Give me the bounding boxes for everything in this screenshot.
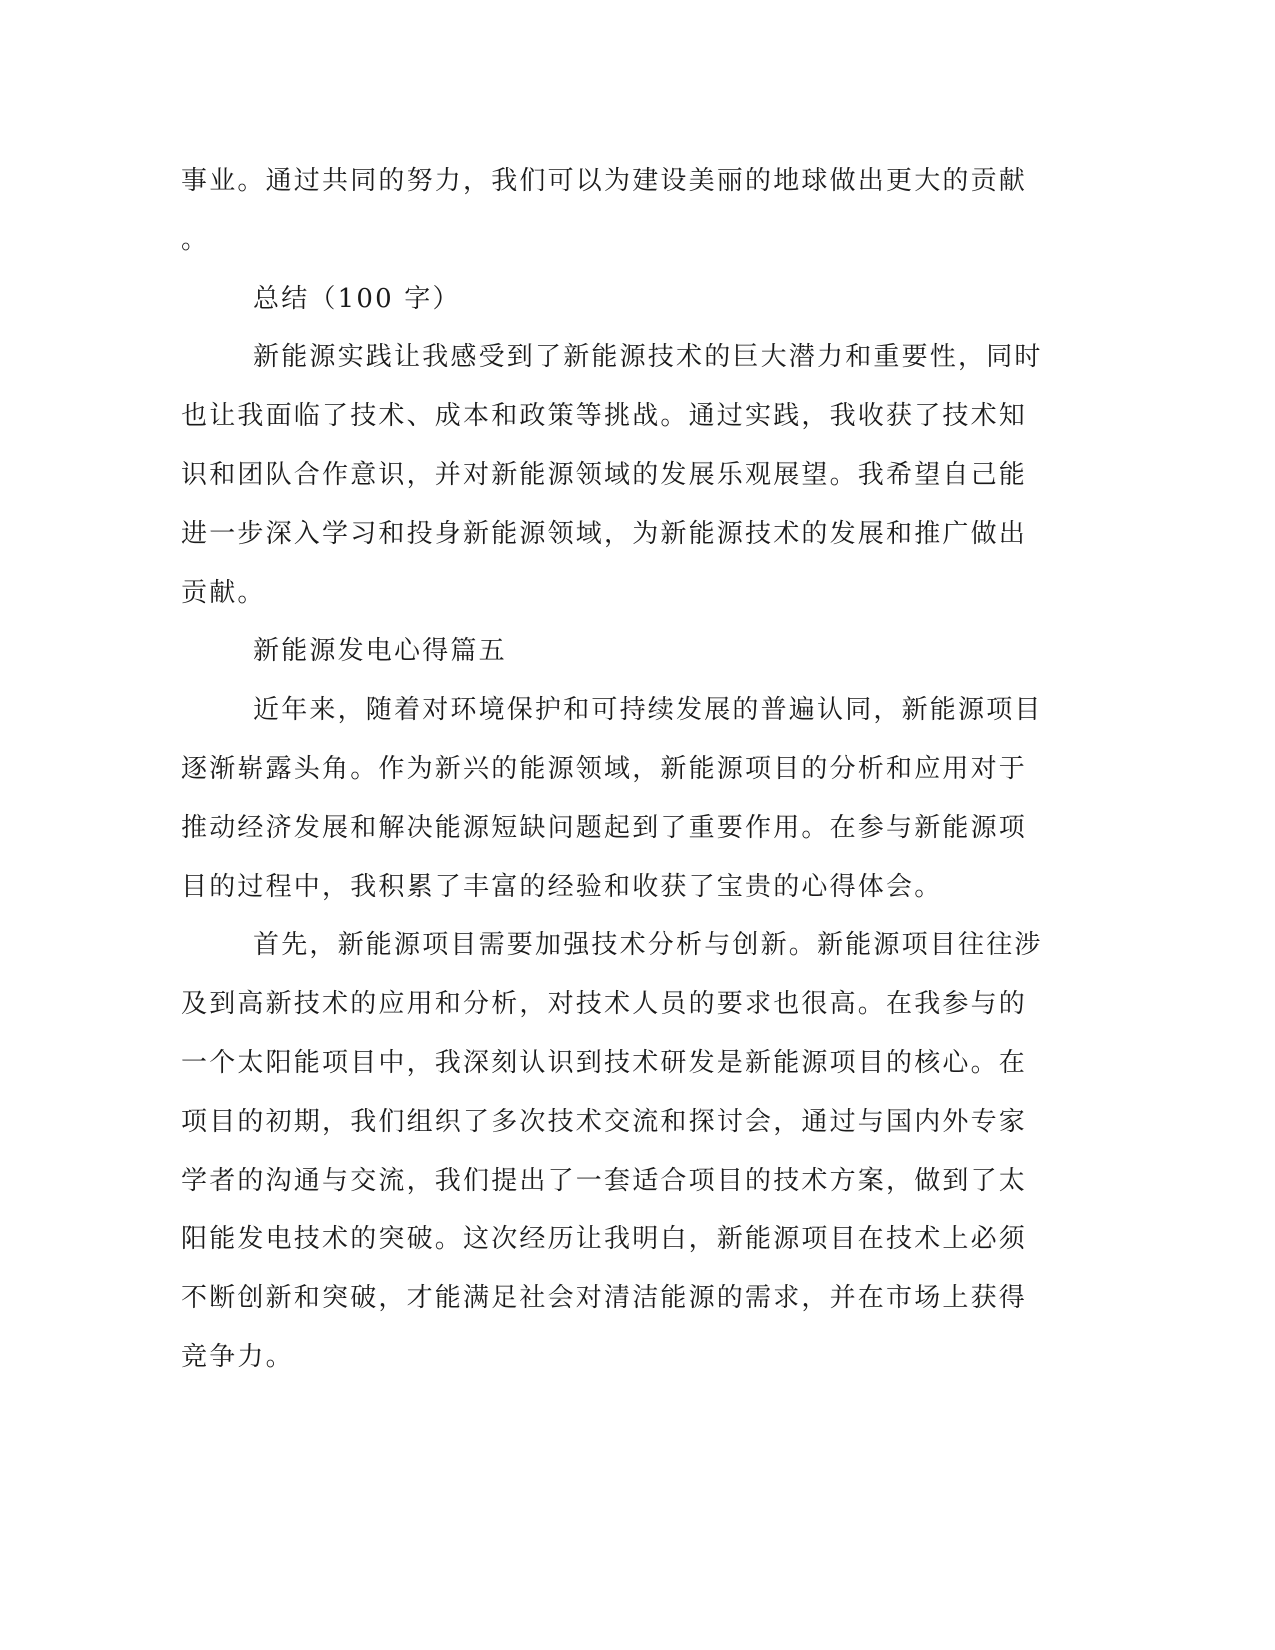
text-line: 及到高新技术的应用和分析，对技术人员的要求也很高。在我参与的 <box>181 989 1028 1020</box>
text-line: 首先，新能源项目需要加强技术分析与创新。新能源项目往往涉 <box>253 930 1043 961</box>
text-line: 项目的初期，我们组织了多次技术交流和探讨会，通过与国内外专家 <box>181 1106 1028 1137</box>
text-line: 目的过程中，我积累了丰富的经验和收获了宝贵的心得体会。 <box>181 871 943 902</box>
text-line: 推动经济发展和解决能源短缺问题起到了重要作用。在参与新能源项 <box>181 812 1028 843</box>
text-line: 近年来，随着对环境保护和可持续发展的普遍认同，新能源项目 <box>253 695 1043 726</box>
text-line: 进一步深入学习和投身新能源领域，为新能源技术的发展和推广做出 <box>181 518 1028 549</box>
section-heading: 总结（100 字） <box>253 283 461 314</box>
text-line: 阳能发电技术的突破。这次经历让我明白，新能源项目在技术上必须 <box>181 1224 1028 1255</box>
text-line: 。 <box>181 224 210 255</box>
text-line: 不断创新和突破，才能满足社会对清洁能源的需求，并在市场上获得 <box>181 1283 1028 1314</box>
section-heading: 新能源发电心得篇五 <box>253 636 507 667</box>
text-line: 竞争力。 <box>181 1341 294 1372</box>
text-line: 贡献。 <box>181 577 266 608</box>
text-line: 事业。通过共同的努力，我们可以为建设美丽的地球做出更大的贡献 <box>181 166 1028 196</box>
text-line: 新能源实践让我感受到了新能源技术的巨大潜力和重要性，同时 <box>253 342 1043 373</box>
text-line: 逐渐崭露头角。作为新兴的能源领域，新能源项目的分析和应用对于 <box>181 753 1028 784</box>
text-line: 一个太阳能项目中，我深刻认识到技术研发是新能源项目的核心。在 <box>181 1047 1028 1078</box>
text-line: 识和团队合作意识，并对新能源领域的发展乐观展望。我希望自己能 <box>181 459 1028 490</box>
text-line: 学者的沟通与交流，我们提出了一套适合项目的技术方案，做到了太 <box>181 1165 1028 1196</box>
text-line: 也让我面临了技术、成本和政策等挑战。通过实践，我收获了技术知 <box>181 401 1028 432</box>
document-body <box>181 152 1061 1387</box>
